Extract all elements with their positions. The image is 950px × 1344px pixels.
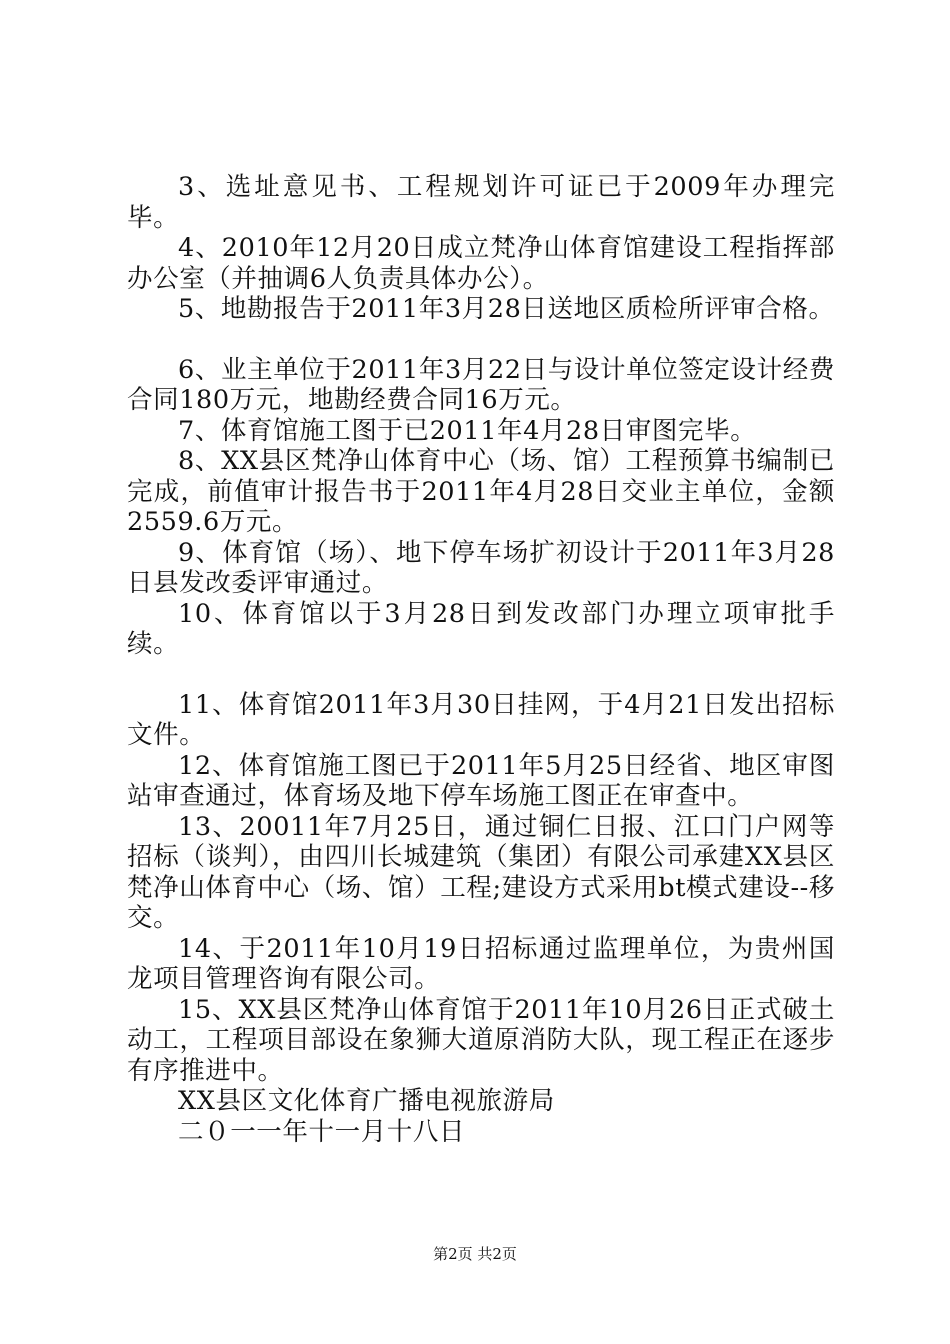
paragraph-item-9: 9、体育馆（场）、地下停车场扩初设计于2011年3月28日县发改委评审通过。 bbox=[127, 537, 835, 598]
paragraph-item-5: 5、地勘报告于2011年3月28日送地区质检所评审合格。 bbox=[178, 294, 835, 324]
paragraph-item-10: 10、体育馆以于3月28日到发改部门办理立项审批手续。 bbox=[127, 598, 835, 659]
paragraph-item-13: 13、20011年7月25日，通过铜仁日报、江口门户网等招标（谈判），由四川长城建筑（集团）有限公司承建XX县区梵净山体育中心（场、馆）工程;建设方式采用bt模式建设--移交。 bbox=[127, 811, 835, 933]
paragraph-item-6: 6、业主单位于2011年3月22日与设计单位签定设计经费合同180万元，地勘经费合同16万元。 bbox=[127, 354, 835, 415]
paragraph-item-3: 3、选址意见书、工程规划许可证已于2009年办理完毕。 bbox=[127, 172, 835, 233]
document-body bbox=[127, 172, 835, 1147]
paragraph-item-7: 7、体育馆施工图于已2011年4月28日审图完毕。 bbox=[178, 415, 757, 446]
paragraph-spacer bbox=[127, 325, 835, 355]
paragraph-item-8: 8、XX县区梵净山体育中心（场、馆）工程预算书编制已完成，前值审计报告书于2011年4月28日交业主单位，金额2559.6万元。 bbox=[127, 446, 835, 537]
signature-date: 二０一一年十一月十八日 bbox=[178, 1116, 466, 1147]
paragraph-spacer bbox=[127, 660, 835, 690]
page-number-footer: 第2页 共2页 bbox=[433, 1245, 517, 1263]
paragraph-item-4: 4、2010年12月20日成立梵净山体育馆建设工程指挥部办公室（并抽调6人负责具体办公）。 bbox=[127, 233, 835, 294]
paragraph-item-12: 12、体育馆施工图已于2011年5月25日经省、地区审图站审查通过，体育场及地下停车场施工图正在审查中。 bbox=[127, 750, 835, 811]
paragraph-item-15: 15、XX县区梵净山体育馆于2011年10月26日正式破土动工，工程项目部设在象狮大道原消防大队，现工程正在逐步有序推进中。 bbox=[127, 994, 835, 1086]
signature-organization: XX县区文化体育广播电视旅游局 bbox=[178, 1086, 555, 1116]
paragraph-item-11: 11、体育馆2011年3月30日挂网，于4月21日发出招标文件。 bbox=[127, 689, 835, 750]
paragraph-item-14: 14、于2011年10月19日招标通过监理单位，为贵州国龙项目管理咨询有限公司。 bbox=[127, 933, 835, 994]
